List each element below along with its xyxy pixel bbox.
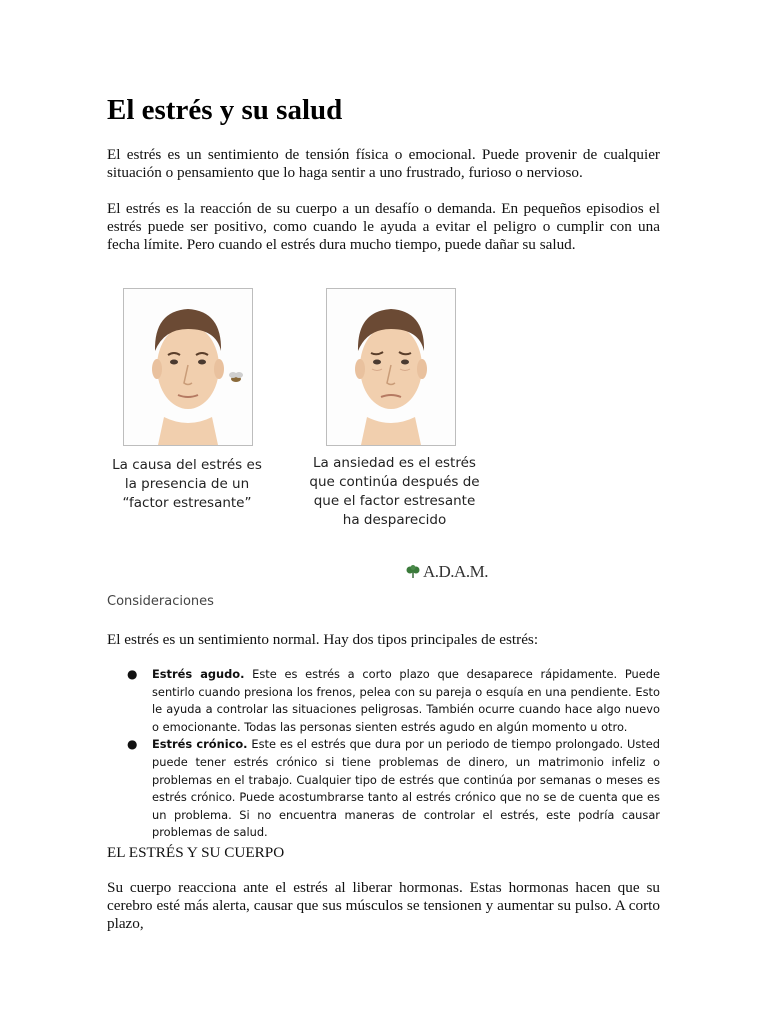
bullet-icon: ● — [127, 667, 138, 681]
bullet-text: Este es el estrés que dura por un periodo de tiempo prolongado. Usted puede tener estrés crónico si tiene problemas de dinero, un matrimonio infeliz o problemas en el trabajo. Cualquier tipo de estrés que continúa por semanas o meses es estrés crónico. Puede acostumbrarse tanto al estrés crónico que no se de cuenta que es un problema. Si no encuentra maneras de controlar el estrés, este podría causar problemas de salud. — [152, 737, 660, 840]
bullet-term: Estrés crónico. — [152, 737, 248, 752]
intro-paragraph: El estrés es un sentimiento de tensión física o emocional. Puede provenir de cualquier situación o pensamiento que lo haga sentir a uno frustrado, furioso o nervioso. — [107, 146, 660, 181]
bullet-icon: ● — [127, 737, 138, 752]
leaf-icon — [405, 565, 421, 579]
calm-face-image — [123, 288, 253, 446]
body-reaction-paragraph: Su cuerpo reacciona ante el estrés al liberar hormonas. Estas hormonas hacen que su cerebro esté más alerta, causar que sus músculos se tensionen y aumentar su pulso. A corto plazo, — [107, 879, 660, 932]
bullet-text: Este es estrés a corto plazo que desaparece rápidamente. Puede sentirlo cuando presiona los frenos, pelea con su pareja o esquía en una pendiente. Esto le ayuda a controlar las situaciones peligrosas. También ocurre cuando hace algo nuevo o emocionante. Todas las personas sienten estrés agudo en algún momento u otro. — [152, 667, 660, 734]
anxious-face-image — [326, 288, 456, 446]
section-heading-body: EL ESTRÉS Y SU CUERPO — [107, 844, 285, 861]
stress-types-list — [107, 666, 660, 842]
list-item — [107, 736, 660, 842]
types-intro-paragraph: El estrés es un sentimiento normal. Hay dos tipos principales de estrés: — [107, 631, 539, 648]
section-label-considerations: Consideraciones — [107, 594, 214, 609]
adam-logo-text: A.D.A.M. — [423, 562, 488, 581]
stress-illustration — [107, 280, 660, 590]
page-title: El estrés y su salud — [107, 94, 343, 126]
reaction-paragraph: El estrés es la reacción de su cuerpo a un desafío o demanda. En pequeños episodios el estrés puede ser positivo, como cuando le ayuda a evitar el peligro o cumplir con una fecha límite. Pero cuando el estrés dura mucho tiempo, puede dañar su salud. — [107, 200, 660, 253]
list-item — [107, 666, 660, 736]
anxious-face-icon — [327, 289, 455, 445]
bullet-term: Estrés agudo. — [152, 667, 245, 681]
calm-face-icon — [124, 289, 252, 445]
adam-logo — [405, 562, 488, 582]
calm-face-caption: La causa del estrés es la presencia de un “factor estresante” — [112, 457, 262, 511]
anxious-face-caption: La ansiedad es el estrés que continúa después de que el factor estresante ha desparecido — [309, 455, 480, 528]
